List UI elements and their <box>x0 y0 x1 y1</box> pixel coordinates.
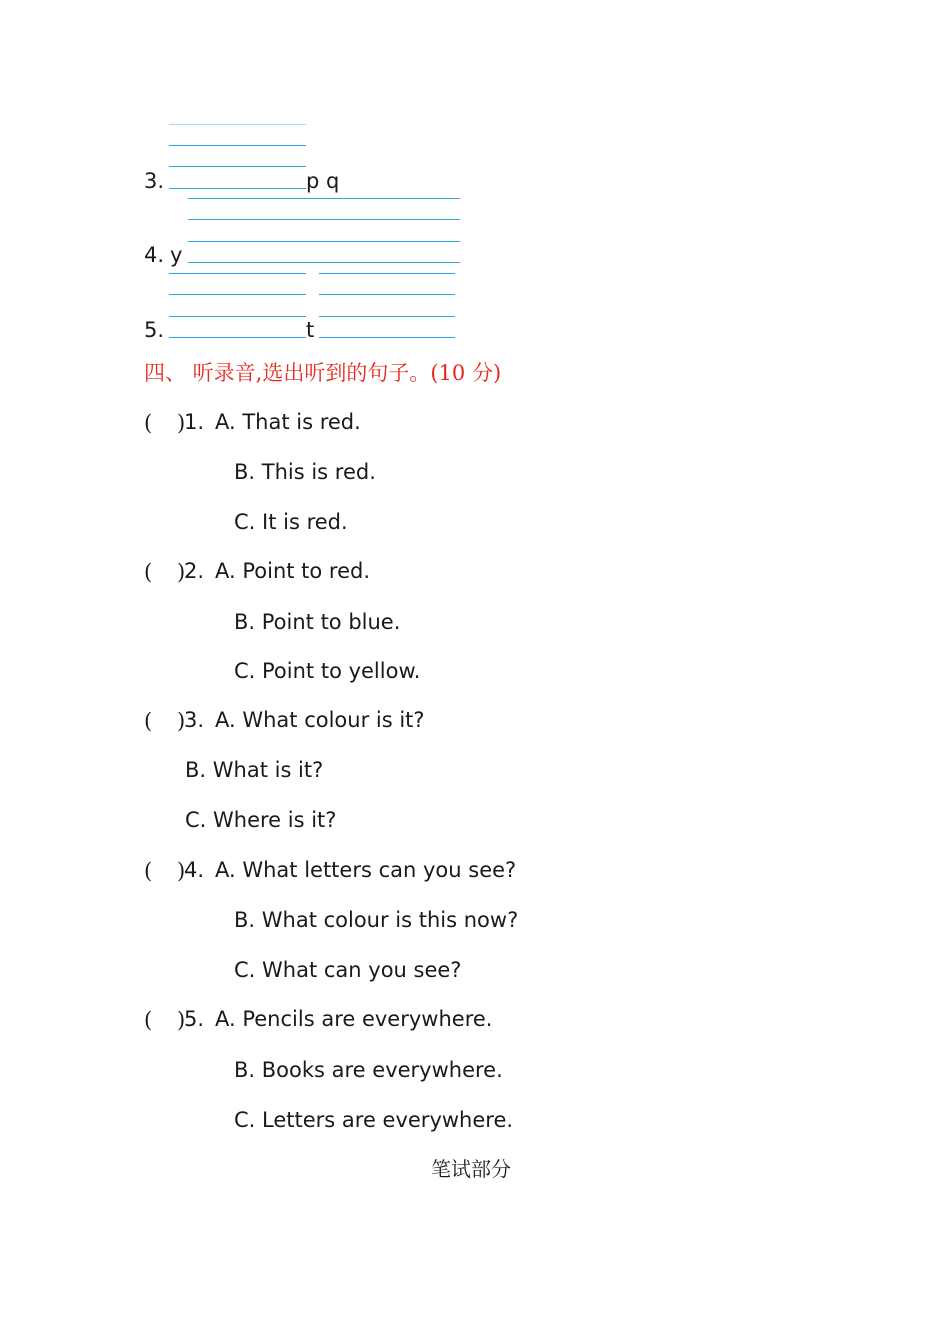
answer-bracket-open: ( <box>144 1008 153 1032</box>
section-title-written: 笔试部分 <box>431 1157 511 1181</box>
answer-bracket-open: ( <box>144 411 153 435</box>
option-a: A. What colour is it? <box>215 708 425 732</box>
grid-line <box>319 273 455 274</box>
grid-line <box>319 294 455 295</box>
grid-line <box>169 273 306 274</box>
option-c: C. What can you see? <box>234 958 462 982</box>
grid-line <box>169 188 306 189</box>
answer-bracket-close: ) <box>177 560 186 584</box>
option-b: B. This is red. <box>234 460 376 484</box>
option-c: C. Letters are everywhere. <box>234 1108 514 1132</box>
option-a: A. What letters can you see? <box>215 858 517 882</box>
grid-line <box>169 337 306 338</box>
question-number: 2. <box>184 559 205 583</box>
grid-line <box>169 124 306 125</box>
answer-bracket-open: ( <box>144 709 153 733</box>
answer-bracket-open: ( <box>144 859 153 883</box>
writing-letters-3: p q <box>306 169 340 193</box>
grid-line <box>169 145 306 146</box>
grid-line <box>169 316 306 317</box>
grid-line <box>319 337 455 338</box>
question-number: 3. <box>184 708 205 732</box>
option-b: B. What is it? <box>185 758 324 782</box>
writing-letters-4: y <box>170 243 183 267</box>
answer-bracket-close: ) <box>177 709 186 733</box>
question-number: 1. <box>184 410 205 434</box>
grid-line <box>169 294 306 295</box>
option-b: B. Books are everywhere. <box>234 1058 503 1082</box>
grid-line <box>319 316 455 317</box>
option-c: C. It is red. <box>234 510 348 534</box>
answer-bracket-close: ) <box>177 859 186 883</box>
grid-line <box>188 262 460 263</box>
question-number: 4. <box>184 858 205 882</box>
question-number: 5. <box>184 1007 205 1031</box>
grid-line <box>188 198 460 199</box>
option-c: C. Where is it? <box>185 808 337 832</box>
grid-line <box>169 166 306 167</box>
writing-number-5: 5. <box>144 318 165 342</box>
option-b: B. Point to blue. <box>234 610 401 634</box>
option-b: B. What colour is this now? <box>234 908 519 932</box>
grid-line <box>188 219 460 220</box>
answer-bracket-open: ( <box>144 560 153 584</box>
section-heading: 四、 听录音,选出听到的句子。(10 分) <box>144 361 502 385</box>
answer-bracket-close: ) <box>177 1008 186 1032</box>
answer-bracket-close: ) <box>177 411 186 435</box>
grid-line <box>188 241 460 242</box>
writing-number-3: 3. <box>144 169 165 193</box>
option-c: C. Point to yellow. <box>234 659 421 683</box>
writing-number-4: 4. <box>144 243 165 267</box>
option-a: A. Point to red. <box>215 559 371 583</box>
option-a: A. Pencils are everywhere. <box>215 1007 493 1031</box>
option-a: A. That is red. <box>215 410 361 434</box>
writing-letters-5: t <box>306 318 315 342</box>
